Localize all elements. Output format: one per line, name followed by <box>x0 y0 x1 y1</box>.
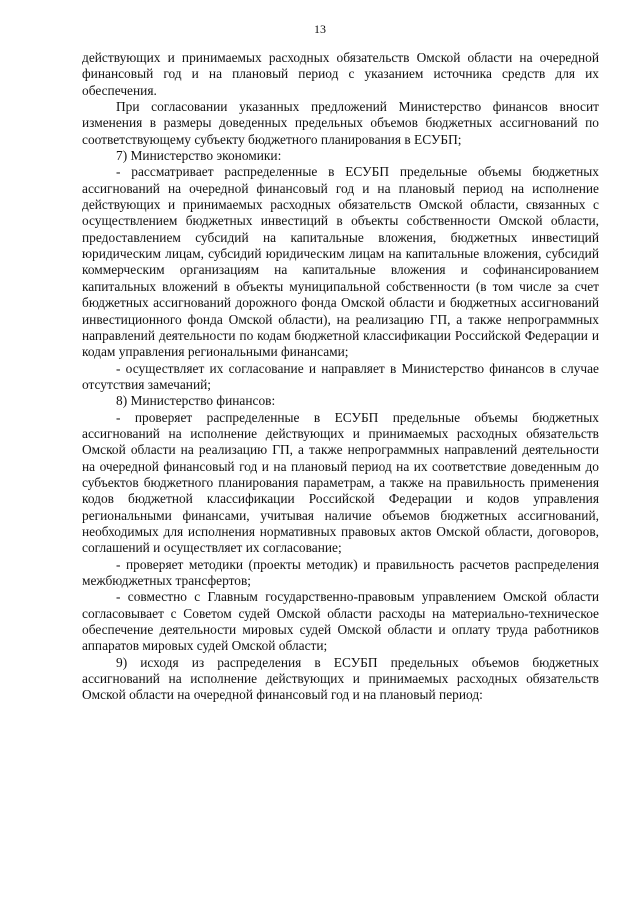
paragraph-item-7-approve: - осуществляет их согласование и направляет в Министерство финансов в случае отсутствия замечаний; <box>82 360 599 392</box>
paragraph-item-7-heading: 7) Министерство экономики: <box>116 148 282 164</box>
paragraph-item-8-check-volumes: - проверяет распределенные в ЕСУБП предельные объемы бюджетных ассигнований на исполнение действующих и принимаемых расходных обязательств Омской области на реализацию ГП, а также непрограммных направлений деятельности на очередной финансовый год и на плановый период на их соответствие доведенным до субъектов бюджетного планирования параметрам, а также на правильность применения кодов бюджетной классификации Российской Федерации и кодов управления региональными финансами, учитывая наличие объемов бюджетных ассигнований, необходимых для исполнения нормативных правовых актов Омской области, договоров, соглашений и осуществляет их согласование; <box>82 409 599 556</box>
document-body <box>82 50 599 704</box>
paragraph-continuation: действующих и принимаемых расходных обязательств Омской области на очередной финансовый год и на плановый период с указанием источника средств для их обеспечения. <box>82 50 599 98</box>
paragraph-item-8-heading: 8) Министерство финансов: <box>116 393 276 409</box>
paragraph-item-8-check-methods: - проверяет методики (проекты методик) и правильность расчетов распределения межбюджетных трансфертов; <box>82 556 599 588</box>
paragraph-item-8-courts: - совместно с Главным государственно-правовым управлением Омской области согласовывает с Советом судей Омской области расходы на материально-техническое обеспечение деятельности мировых судей Омской области и оплату труда работников аппаратов мировых судей Омской области; <box>82 589 599 654</box>
page-number: 13 <box>314 22 326 36</box>
paragraph-approval-note: При согласовании указанных предложений Министерство финансов вносит изменения в размеры доведенных предельных объемов бюджетных ассигнований по соответствующему субъекту бюджетного планирования в ЕСУБП; <box>82 99 599 147</box>
paragraph-item-9: 9) исходя из распределения в ЕСУБП предельных объемов бюджетных ассигнований на исполнение действующих и принимаемых расходных обязательств Омской области на очередной финансовый год и на плановый период: <box>82 654 599 703</box>
paragraph-item-7-review: - рассматривает распределенные в ЕСУБП предельные объемы бюджетных ассигнований на очередной финансовый год и на плановый период на исполнение действующих и принимаемых расходных обязательств Омской области, связанных с осуществлением бюджетных инвестиций в объекты собственности Омской области, предоставлением субсидий на капитальные вложения, бюджетных инвестиций юридическим лицам, субсидий юридическим лицам на капитальные вложения, субсидий коммерческим организациям на капитальные вложения и софинансированием капитальных вложений в объекты муниципальной собственности (в том числе за счет бюджетных ассигнований дорожного фонда Омской области и бюджетных ассигнований инвестиционного фонда Омской области), на реализацию ГП, а также непрограммных направлений деятельности по кодам бюджетной классификации Российской Федерации и кодам управления региональными финансами; <box>82 164 599 360</box>
